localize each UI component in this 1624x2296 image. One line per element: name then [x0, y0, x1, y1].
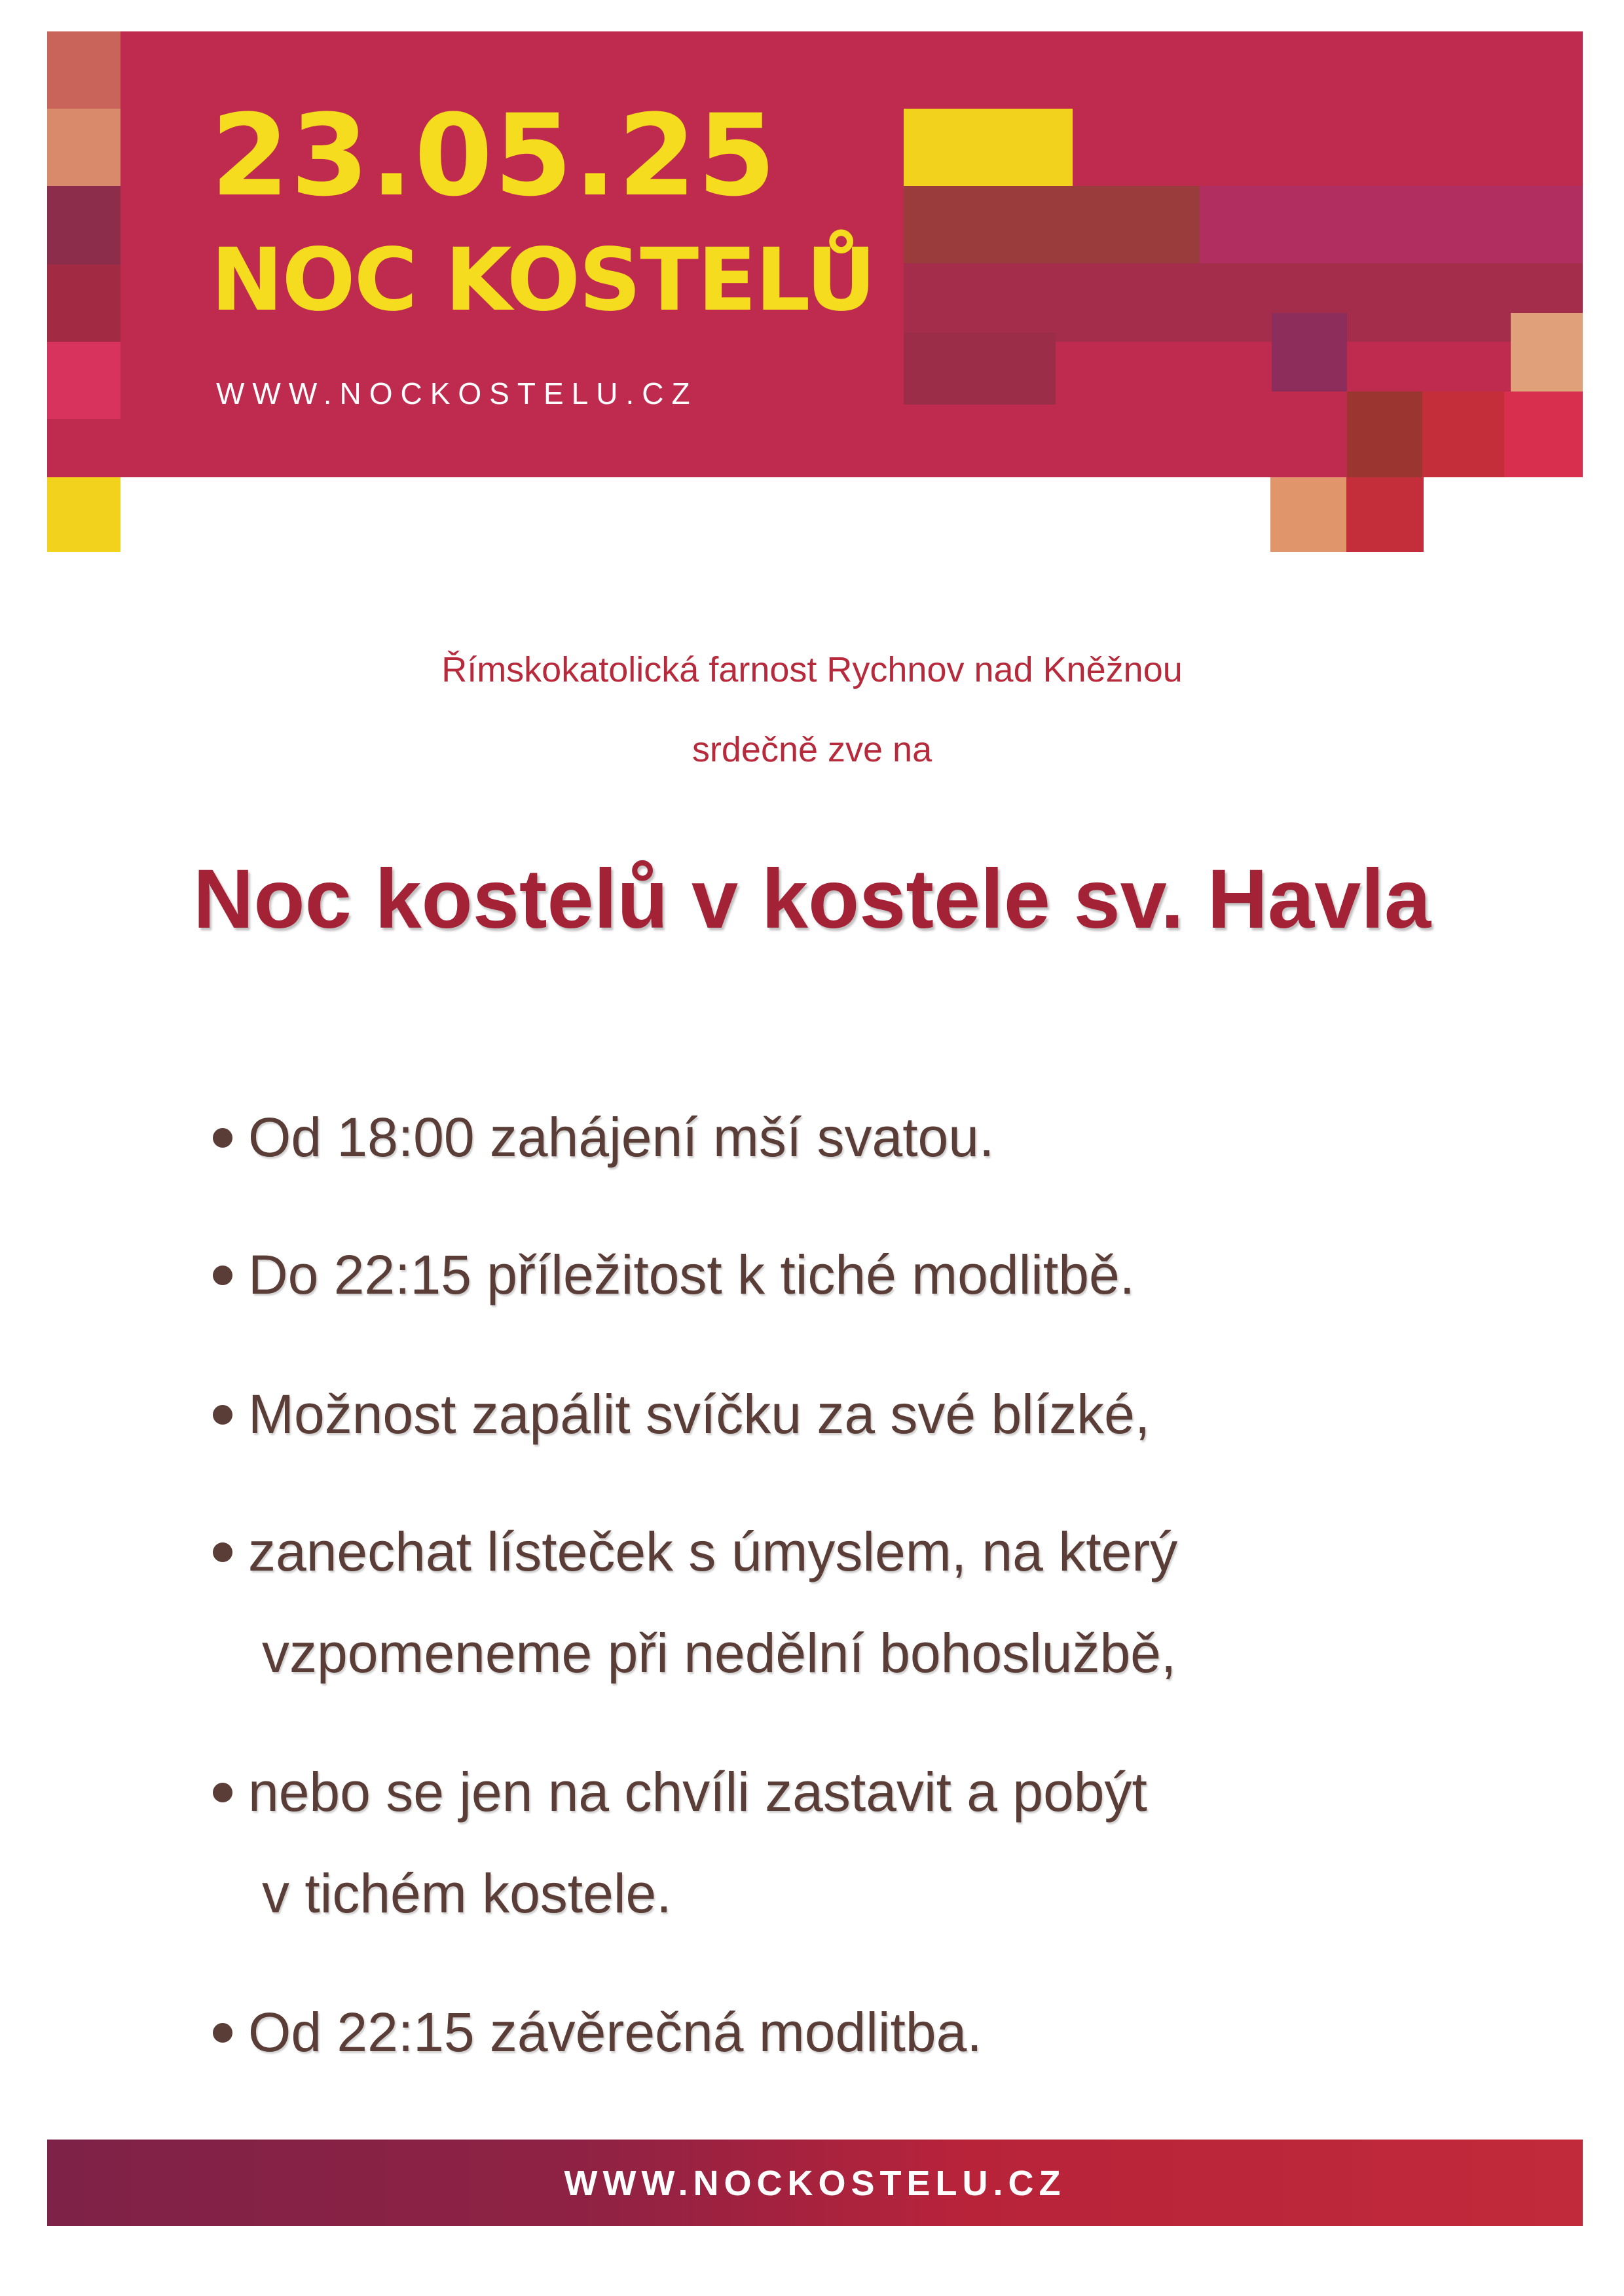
page-title: Noc kostelů v kostele sv. Havla	[193, 852, 1431, 946]
bullet-icon	[213, 1128, 232, 1148]
decor-block	[1511, 313, 1583, 392]
list-item-text: zanechat lísteček s úmyslem, na který	[248, 1521, 1178, 1582]
list-item	[213, 2001, 982, 2063]
decor-block	[1422, 392, 1504, 477]
event-date: 23.05.25	[211, 90, 777, 221]
decor-block	[904, 333, 1056, 405]
event-name: NOC KOSTELŮ	[211, 230, 875, 331]
footer-banner	[47, 2140, 1583, 2226]
bullet-icon	[213, 1266, 232, 1285]
list-item	[213, 1106, 995, 1168]
list-item	[213, 1521, 1178, 1582]
bullet-icon	[213, 1405, 232, 1425]
footer-website-link[interactable]: WWW.NOCKOSTELU.CZ	[564, 2164, 1066, 2203]
list-item-continuation: vzpomeneme při nedělní bohoslužbě,	[262, 1622, 1177, 1684]
decor-square	[47, 264, 120, 342]
decor-square	[47, 109, 120, 186]
decor-square	[47, 477, 120, 552]
bullet-icon	[213, 1783, 232, 1802]
decor-square	[1346, 477, 1424, 552]
list-item	[213, 1761, 1147, 1823]
decor-square	[47, 186, 120, 264]
decor-square	[47, 342, 120, 419]
decor-block	[904, 109, 1073, 186]
list-item	[213, 1244, 1135, 1305]
organizer-line: Římskokatolická farnost Rychnov nad Kněžnou	[441, 650, 1183, 689]
bullet-icon	[213, 1542, 232, 1562]
decor-block	[1347, 392, 1422, 477]
list-item	[213, 1383, 1151, 1445]
website-link[interactable]: WWW.NOCKOSTELU.CZ	[216, 376, 698, 410]
decor-block	[1272, 313, 1347, 392]
list-item-text: Od 18:00 zahájení mší svatou.	[248, 1106, 995, 1168]
decor-block	[1200, 186, 1583, 263]
decor-square	[47, 31, 120, 109]
list-item-text: nebo se jen na chvíli zastavit a pobýt	[248, 1761, 1147, 1823]
decor-block	[904, 186, 1200, 263]
decor-square	[1270, 477, 1346, 552]
bullet-icon	[213, 2023, 232, 2043]
decor-block	[1504, 392, 1583, 477]
list-item-continuation: v tichém kostele.	[262, 1863, 672, 1924]
list-item-text: Možnost zapálit svíčku za své blízké,	[248, 1383, 1151, 1445]
list-item-text: Do 22:15 příležitost k tiché modlitbě.	[248, 1244, 1135, 1305]
invite-line: srdečně zve na	[692, 730, 932, 769]
decor-block	[904, 263, 1583, 342]
list-item-text: Od 22:15 závěrečná modlitba.	[248, 2001, 982, 2063]
